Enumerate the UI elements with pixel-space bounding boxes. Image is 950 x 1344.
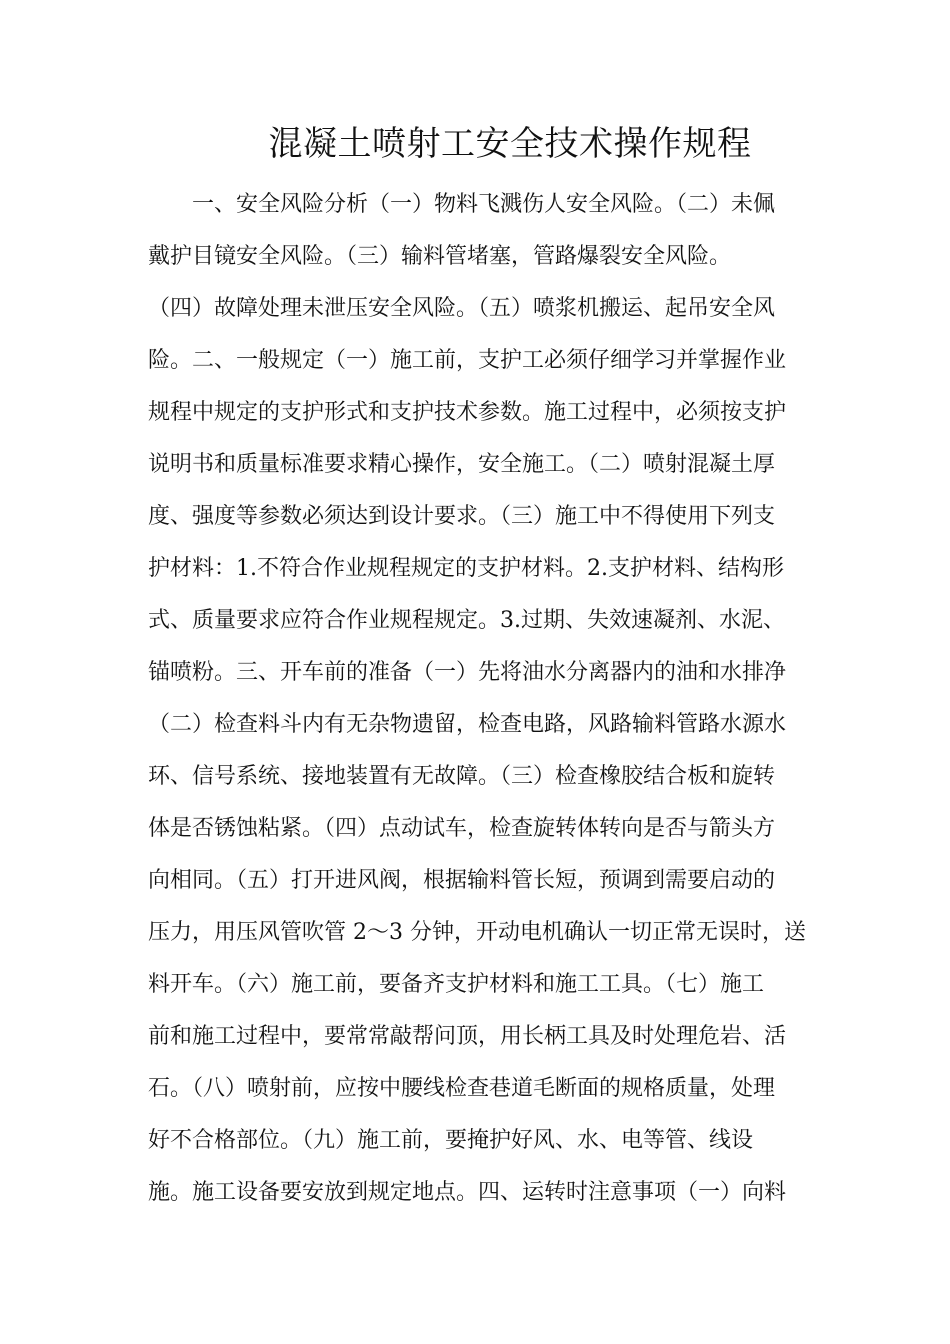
body-line-19: 好不合格部位。（九）施工前，要掩护好风、水、电等管、线设: [148, 1128, 754, 1153]
body-line-14: 向相同。（五）打开进风阀，根据输料管长短，预调到需要启动的: [148, 868, 776, 893]
body-line-15: 压力，用压风管吹管 2～3 分钟，开动电机确认一切正常无误时，送: [148, 920, 806, 945]
document-title: 混凝土喷射工安全技术操作规程: [268, 124, 752, 164]
body-line-5: 规程中规定的支护形式和支护技术参数。施工过程中，必须按支护: [148, 400, 787, 425]
body-line-16: 料开车。（六）施工前，要备齐支护材料和施工工具。（七）施工: [148, 972, 765, 997]
body-line-8: 护材料：1.不符合作业规程规定的支护材料。2.支护材料、结构形: [148, 556, 784, 581]
body-line-11: （二）检查料斗内有无杂物遗留，检查电路，风路输料管路水源水: [148, 712, 787, 737]
body-line-7: 度、强度等参数必须达到设计要求。（三）施工中不得使用下列支: [148, 504, 776, 529]
body-line-3: （四）故障处理未泄压安全风险。（五）喷浆机搬运、起吊安全风: [148, 296, 776, 321]
body-line-13: 体是否锈蚀粘紧。（四）点动试车，检查旋转体转向是否与箭头方: [148, 816, 776, 841]
body-line-10: 锚喷粉。三、开车前的准备（一）先将油水分离器内的油和水排净: [148, 660, 787, 685]
body-line-9: 式、质量要求应符合作业规程规定。3.过期、失效速凝剂、水泥、: [148, 608, 785, 633]
body-line-1: 一、安全风险分析（一）物料飞溅伤人安全风险。（二）未佩: [192, 192, 776, 217]
body-line-2: 戴护目镜安全风险。（三）输料管堵塞，管路爆裂安全风险。: [148, 244, 732, 269]
body-line-6: 说明书和质量标准要求精心操作，安全施工。（二）喷射混凝土厚: [148, 452, 776, 477]
body-line-17: 前和施工过程中，要常常敲帮问顶，用长柄工具及时处理危岩、活: [148, 1024, 787, 1049]
body-line-18: 石。（八）喷射前，应按中腰线检查巷道毛断面的规格质量，处理: [148, 1076, 776, 1101]
body-line-4: 险。二、一般规定（一）施工前，支护工必须仔细学习并掌握作业: [148, 348, 787, 373]
body-line-12: 环、信号系统、接地装置有无故障。（三）检查橡胶结合板和旋转: [148, 764, 776, 789]
body-line-20: 施。施工设备要安放到规定地点。四、运转时注意事项（一）向料: [148, 1180, 787, 1205]
